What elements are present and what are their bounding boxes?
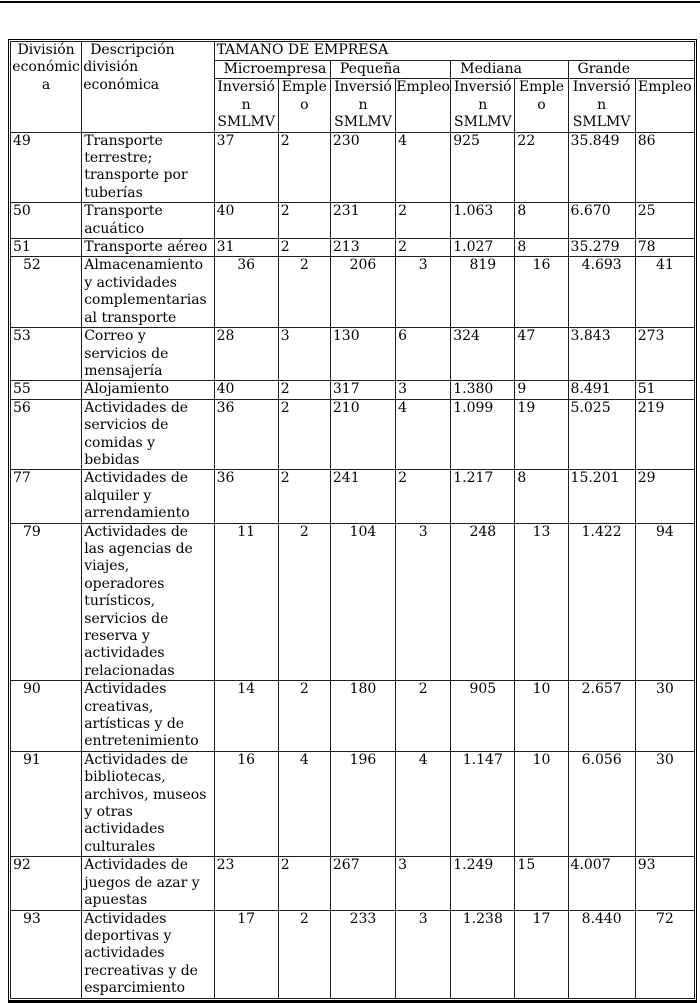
division-description-cell: Actividades deportivas y actividades recreativas y de esparcimiento: [82, 910, 214, 998]
inversion-cell: 213: [330, 239, 395, 257]
inversion-cell: 31: [214, 239, 278, 257]
empleo-cell: 2: [396, 470, 451, 523]
inversion-cell: 3.843: [568, 328, 635, 381]
empleo-cell: 2: [278, 381, 330, 399]
division-description-cell: Transporte acuático: [82, 203, 214, 239]
empleo-cell: 8: [515, 470, 568, 523]
header-row-group: [11, 42, 695, 61]
division-code-cell: 92: [11, 857, 82, 910]
inversion-cell: 196: [330, 751, 395, 856]
empleo-cell: 30: [635, 681, 694, 752]
division-description-cell: Alojamiento: [82, 381, 214, 399]
table-row: [11, 681, 695, 752]
inversion-cell: 1.027: [451, 239, 515, 257]
inversion-cell: 4.007: [568, 857, 635, 910]
table-row: [11, 470, 695, 523]
inversion-cell: 206: [330, 257, 395, 328]
inversion-cell: 15.201: [568, 470, 635, 523]
header-pequena: Pequeña: [330, 61, 450, 79]
inversion-cell: 248: [451, 523, 515, 681]
division-code-cell: 53: [11, 328, 82, 381]
empleo-cell: 41: [635, 257, 694, 328]
inversion-cell: 1.063: [451, 203, 515, 239]
inversion-cell: 23: [214, 857, 278, 910]
inversion-cell: 324: [451, 328, 515, 381]
header-grande: Grande: [568, 61, 694, 79]
inversion-cell: 8.440: [568, 910, 635, 998]
division-code-cell: 79: [11, 523, 82, 681]
inversion-cell: 40: [214, 203, 278, 239]
inversion-cell: 317: [330, 381, 395, 399]
inversion-cell: 905: [451, 681, 515, 752]
inversion-cell: 180: [330, 681, 395, 752]
empleo-cell: 2: [396, 203, 451, 239]
empleo-cell: 2: [396, 681, 451, 752]
inversion-cell: 233: [330, 910, 395, 998]
division-description-cell: Actividades de bibliotecas, archivos, museos y otras actividades culturales: [82, 751, 214, 856]
table-body: [11, 132, 695, 998]
empleo-cell: 25: [635, 203, 694, 239]
empleo-cell: 2: [278, 470, 330, 523]
empleo-cell: 2: [278, 132, 330, 203]
inversion-cell: 1.249: [451, 857, 515, 910]
empleo-cell: 22: [515, 132, 568, 203]
empleo-cell: 2: [278, 523, 330, 681]
empleo-cell: 30: [635, 751, 694, 856]
empleo-cell: 78: [635, 239, 694, 257]
empleo-cell: 2: [278, 857, 330, 910]
empleo-cell: 17: [515, 910, 568, 998]
division-description-cell: Actividades de alquiler y arrendamiento: [82, 470, 214, 523]
header-empleo-microempresa: Empleo: [278, 79, 330, 132]
empleo-cell: 219: [635, 399, 694, 470]
table-row: [11, 910, 695, 998]
inversion-cell: 11: [214, 523, 278, 681]
inversion-cell: 1.380: [451, 381, 515, 399]
inversion-cell: 6.670: [568, 203, 635, 239]
company-size-table: [10, 41, 695, 999]
header-empleo-pequena: Empleo: [396, 79, 451, 132]
division-description-cell: Correo y servicios de mensajería: [82, 328, 214, 381]
empleo-cell: 3: [396, 910, 451, 998]
empleo-cell: 3: [278, 328, 330, 381]
inversion-cell: 17: [214, 910, 278, 998]
table-row: [11, 523, 695, 681]
empleo-cell: 2: [396, 239, 451, 257]
empleo-cell: 2: [278, 910, 330, 998]
header-inversion-pequena: Inversión SMLMV: [330, 79, 395, 132]
inversion-cell: 1.099: [451, 399, 515, 470]
inversion-cell: 40: [214, 381, 278, 399]
empleo-cell: 93: [635, 857, 694, 910]
header-tamano-de-empresa: TAMAÑO DE EMPRESA: [214, 42, 694, 61]
empleo-cell: 4: [278, 751, 330, 856]
header-empleo-mediana: Empleo: [515, 79, 568, 132]
empleo-cell: 15: [515, 857, 568, 910]
inversion-cell: 16: [214, 751, 278, 856]
empleo-cell: 2: [278, 399, 330, 470]
header-empleo-grande: Empleo: [635, 79, 694, 132]
division-code-cell: 90: [11, 681, 82, 752]
inversion-cell: 37: [214, 132, 278, 203]
inversion-cell: 1.238: [451, 910, 515, 998]
empleo-cell: 4: [396, 132, 451, 203]
empleo-cell: 72: [635, 910, 694, 998]
inversion-cell: 2.657: [568, 681, 635, 752]
division-description-cell: Transporte terrestre; transporte por tuberías: [82, 132, 214, 203]
empleo-cell: 29: [635, 470, 694, 523]
empleo-cell: 3: [396, 381, 451, 399]
division-description-cell: Transporte aéreo: [82, 239, 214, 257]
division-description-cell: Actividades de servicios de comidas y bebidas: [82, 399, 214, 470]
header-inversion-grande: Inversión SMLMV: [568, 79, 635, 132]
inversion-cell: 267: [330, 857, 395, 910]
inversion-cell: 241: [330, 470, 395, 523]
table-row: [11, 328, 695, 381]
inversion-cell: 4.693: [568, 257, 635, 328]
inversion-cell: 35.849: [568, 132, 635, 203]
table-row: [11, 203, 695, 239]
division-code-cell: 91: [11, 751, 82, 856]
table-row: [11, 257, 695, 328]
division-code-cell: 49: [11, 132, 82, 203]
empleo-cell: 51: [635, 381, 694, 399]
empleo-cell: 6: [396, 328, 451, 381]
empleo-cell: 3: [396, 523, 451, 681]
table-row: [11, 132, 695, 203]
inversion-cell: 1.217: [451, 470, 515, 523]
inversion-cell: 35.279: [568, 239, 635, 257]
empleo-cell: 2: [278, 239, 330, 257]
header-division-economica: División económica: [11, 42, 82, 133]
inversion-cell: 210: [330, 399, 395, 470]
inversion-cell: 36: [214, 470, 278, 523]
table-row: [11, 381, 695, 399]
division-description-cell: Almacenamiento y actividades complementarias al transporte: [82, 257, 214, 328]
inversion-cell: 36: [214, 257, 278, 328]
empleo-cell: 8: [515, 203, 568, 239]
empleo-cell: 4: [396, 399, 451, 470]
header-mediana: Mediana: [451, 61, 568, 79]
table-outer-border: [8, 39, 697, 1003]
empleo-cell: 10: [515, 751, 568, 856]
inversion-cell: 5.025: [568, 399, 635, 470]
division-description-cell: Actividades de las agencias de viajes, operadores turísticos, servicios de reserva y actividades relacionadas: [82, 523, 214, 681]
inversion-cell: 8.491: [568, 381, 635, 399]
empleo-cell: 9: [515, 381, 568, 399]
header-microempresa: Microempresa: [214, 61, 330, 79]
inversion-cell: 104: [330, 523, 395, 681]
empleo-cell: 16: [515, 257, 568, 328]
inversion-cell: 925: [451, 132, 515, 203]
inversion-cell: 1.147: [451, 751, 515, 856]
empleo-cell: 13: [515, 523, 568, 681]
table-header: [11, 42, 695, 133]
table-row: [11, 751, 695, 856]
division-code-cell: 50: [11, 203, 82, 239]
top-horizontal-rule: [0, 1, 700, 3]
division-code-cell: 56: [11, 399, 82, 470]
inversion-cell: 230: [330, 132, 395, 203]
division-code-cell: 77: [11, 470, 82, 523]
empleo-cell: 8: [515, 239, 568, 257]
inversion-cell: 130: [330, 328, 395, 381]
empleo-cell: 86: [635, 132, 694, 203]
header-inversion-mediana: Inversión SMLMV: [451, 79, 515, 132]
division-code-cell: 52: [11, 257, 82, 328]
division-description-cell: Actividades de juegos de azar y apuestas: [82, 857, 214, 910]
empleo-cell: 2: [278, 203, 330, 239]
division-description-cell: Actividades creativas, artísticas y de entretenimiento: [82, 681, 214, 752]
table-row: [11, 239, 695, 257]
empleo-cell: 273: [635, 328, 694, 381]
division-code-cell: 55: [11, 381, 82, 399]
inversion-cell: 231: [330, 203, 395, 239]
table-row: [11, 857, 695, 910]
division-code-cell: 93: [11, 910, 82, 998]
empleo-cell: 4: [396, 751, 451, 856]
inversion-cell: 819: [451, 257, 515, 328]
table-row: [11, 399, 695, 470]
inversion-cell: 6.056: [568, 751, 635, 856]
empleo-cell: 94: [635, 523, 694, 681]
inversion-cell: 36: [214, 399, 278, 470]
empleo-cell: 47: [515, 328, 568, 381]
header-descripcion-division: Descripción división económica: [82, 42, 214, 133]
empleo-cell: 19: [515, 399, 568, 470]
inversion-cell: 14: [214, 681, 278, 752]
inversion-cell: 1.422: [568, 523, 635, 681]
division-code-cell: 51: [11, 239, 82, 257]
empleo-cell: 10: [515, 681, 568, 752]
empleo-cell: 2: [278, 681, 330, 752]
inversion-cell: 28: [214, 328, 278, 381]
empleo-cell: 3: [396, 857, 451, 910]
empleo-cell: 3: [396, 257, 451, 328]
empleo-cell: 2: [278, 257, 330, 328]
header-inversion-microempresa: Inversión SMLMV: [214, 79, 278, 132]
